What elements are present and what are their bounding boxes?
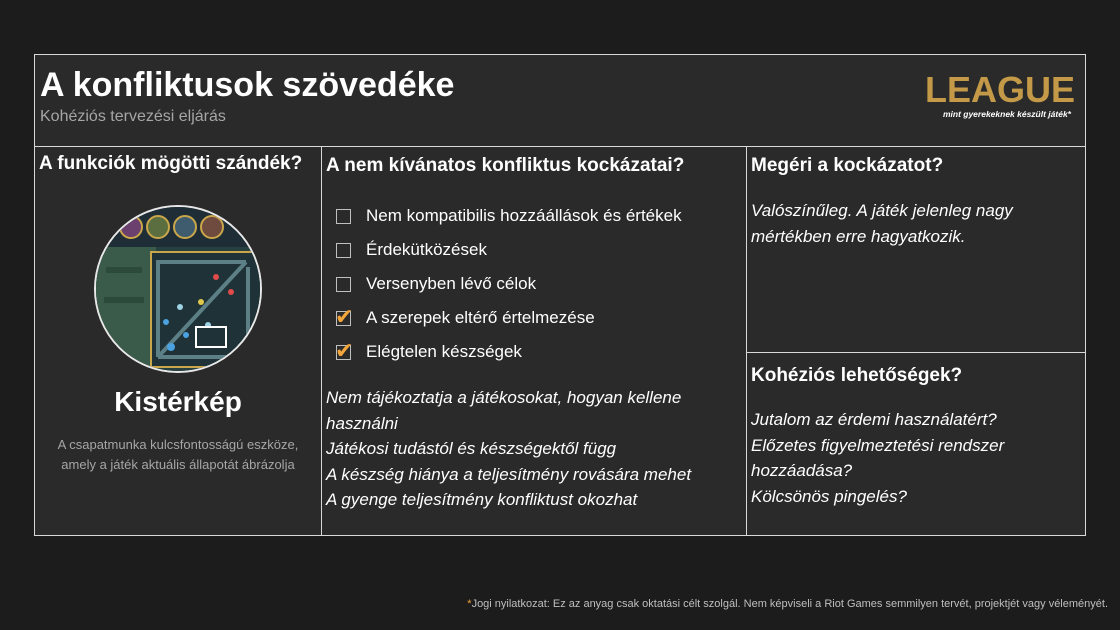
risk-note: A gyenge teljesítmény konfliktust okozhat bbox=[326, 490, 638, 509]
worth-heading: Megéri a kockázatot? bbox=[751, 155, 944, 176]
cohesion-item: Előzetes figyelmeztetési rendszer hozzáadása? bbox=[751, 435, 1005, 480]
slide-header bbox=[35, 55, 1085, 147]
checkmark-icon: ✔ bbox=[335, 304, 354, 329]
risks-column bbox=[322, 147, 747, 535]
checkbox-icon[interactable] bbox=[336, 277, 351, 292]
risk-item-label: Elégtelen készségek bbox=[366, 342, 522, 361]
feature-column bbox=[35, 147, 322, 535]
cohesion-item: Kölcsönös pingelés? bbox=[751, 486, 907, 506]
page-subtitle: Kohéziós tervezési eljárás bbox=[40, 108, 226, 125]
risk-item[interactable] bbox=[335, 338, 682, 375]
cohesion-section bbox=[747, 353, 1085, 535]
cohesion-heading: Kohéziós lehetőségek? bbox=[751, 365, 963, 386]
risk-item[interactable] bbox=[336, 205, 682, 239]
cohesion-list bbox=[751, 407, 1076, 509]
feature-name: Kistérkép bbox=[114, 386, 242, 417]
logo-wordmark: LEAGUE bbox=[925, 69, 1076, 110]
assessment-column bbox=[747, 147, 1085, 535]
risk-item-label: Versenyben lévő célok bbox=[366, 274, 537, 293]
disclaimer-marker: * bbox=[467, 598, 472, 610]
risk-item[interactable] bbox=[335, 304, 682, 341]
disclaimer-text: Jogi nyilatkozat: Ez az anyag csak oktatási célt szolgál. Nem képviseli a Riot Games semmilyen tervét, projektjét vagy véleményét. bbox=[471, 598, 1108, 610]
checkbox-icon[interactable] bbox=[336, 243, 351, 258]
risk-item-label: A szerepek eltérő értelmezése bbox=[366, 308, 595, 327]
risk-item-label: Érdekütközések bbox=[366, 240, 487, 259]
logo-tagline: mint gyerekeknek készült játék* bbox=[942, 109, 1071, 119]
league-logo bbox=[925, 69, 1076, 119]
risk-item-label: Nem kompatibilis hozzáállások és értékek bbox=[366, 206, 682, 225]
risk-item[interactable] bbox=[336, 239, 682, 273]
risk-note: Nem tájékoztatja a játékosokat, hogyan kellene használni bbox=[326, 388, 682, 433]
checkbox-icon[interactable] bbox=[335, 338, 354, 363]
checkbox-icon[interactable] bbox=[335, 304, 354, 329]
checkbox-icon[interactable] bbox=[336, 209, 351, 224]
worth-section bbox=[747, 147, 1085, 353]
worth-text: Valószínűleg. A játék jelenleg nagy mértékben erre hagyatkozik. bbox=[751, 201, 1013, 246]
risk-notes bbox=[326, 385, 741, 513]
cohesion-item: Jutalom az érdemi használatért? bbox=[751, 410, 997, 429]
minimap-icon bbox=[94, 205, 262, 373]
risk-checklist bbox=[336, 205, 682, 375]
disclaimer bbox=[467, 598, 1108, 610]
risk-item[interactable] bbox=[336, 273, 682, 307]
feature-description: A csapatmunka kulcsfontosságú eszköze, amely a játék aktuális állapotát ábrázolja bbox=[57, 437, 299, 472]
slide-frame bbox=[34, 54, 1086, 536]
checkmark-icon: ✔ bbox=[335, 338, 354, 363]
risk-note: A készség hiánya a teljesítmény rovására mehet bbox=[326, 464, 692, 484]
page-title: A konfliktusok szövedéke bbox=[40, 66, 455, 104]
risks-heading: A nem kívánatos konfliktus kockázatai? bbox=[326, 155, 685, 176]
feature-heading: A funkciók mögötti szándék? bbox=[39, 153, 303, 174]
risk-note: Játékosi tudástól és készségektől függ bbox=[326, 439, 617, 458]
